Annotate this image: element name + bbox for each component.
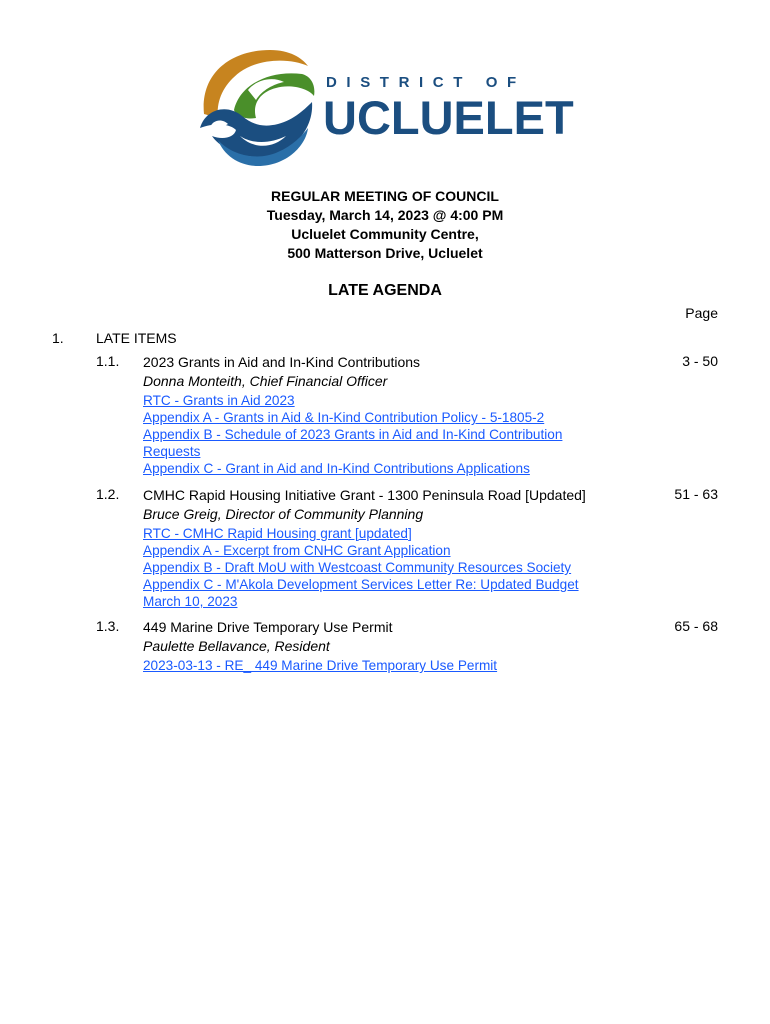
meeting-address: 500 Matterson Drive, Ucluelet [287,245,483,261]
district-logo [190,44,580,174]
item-title: CMHC Rapid Housing Initiative Grant - 1300 Peninsula Road [Updated] [143,487,586,503]
attachment-link[interactable]: Appendix B - Draft MoU with Westcoast Community Resources Society [143,560,572,575]
logo-line-ucluelet: UCLUELET [323,91,574,144]
attachment-link[interactable]: Appendix A - Excerpt from CNHC Grant Application [143,543,451,558]
attachment-link[interactable]: Appendix B - Schedule of 2023 Grants in Aid and In-Kind Contribution Requests [143,427,563,459]
item-number: 1.1. [96,353,120,369]
attachment-link[interactable]: RTC - Grants in Aid 2023 [143,393,295,408]
item-presenter: Donna Monteith, Chief Financial Officer [143,373,388,389]
item-number: 1.3. [96,618,120,634]
section-number: 1. [52,330,64,346]
item-presenter: Paulette Bellavance, Resident [143,638,330,654]
attachment-link[interactable]: Appendix C - M'Akola Development Services Letter Re: Updated Budget March 10, 2023 [143,577,579,609]
section-title: LATE ITEMS [96,330,177,346]
attachment-link[interactable]: 2023-03-13 - RE_ 449 Marine Drive Temporary Use Permit [143,658,498,673]
attachment-link[interactable]: Appendix A - Grants in Aid & In-Kind Contribution Policy - 5-1805-2 [143,410,545,425]
item-presenter: Bruce Greig, Director of Community Planning [143,506,424,522]
item-title: 449 Marine Drive Temporary Use Permit [143,619,393,635]
item-body [143,353,603,477]
item-pages: 51 - 63 [674,486,718,502]
agenda-title: LATE AGENDA [328,282,442,299]
page-column-label: Page [685,305,718,321]
meeting-title: REGULAR MEETING OF COUNCIL [271,188,499,204]
item-body [143,486,603,610]
meeting-venue: Ucluelet Community Centre, [291,226,479,242]
item-pages: 65 - 68 [674,618,718,634]
item-number: 1.2. [96,486,120,502]
item-body [143,618,603,674]
wave-emblem-icon [190,44,320,174]
logo-line-district-of: DISTRICT OF [326,74,526,91]
item-title: 2023 Grants in Aid and In-Kind Contributions [143,354,421,370]
attachment-link[interactable]: RTC - CMHC Rapid Housing grant [updated] [143,526,412,541]
attachment-link[interactable]: Appendix C - Grant in Aid and In-Kind Contributions Applications [143,461,530,476]
meeting-header [0,187,770,263]
item-pages: 3 - 50 [682,353,718,369]
meeting-date: Tuesday, March 14, 2023 @ 4:00 PM [266,207,504,223]
